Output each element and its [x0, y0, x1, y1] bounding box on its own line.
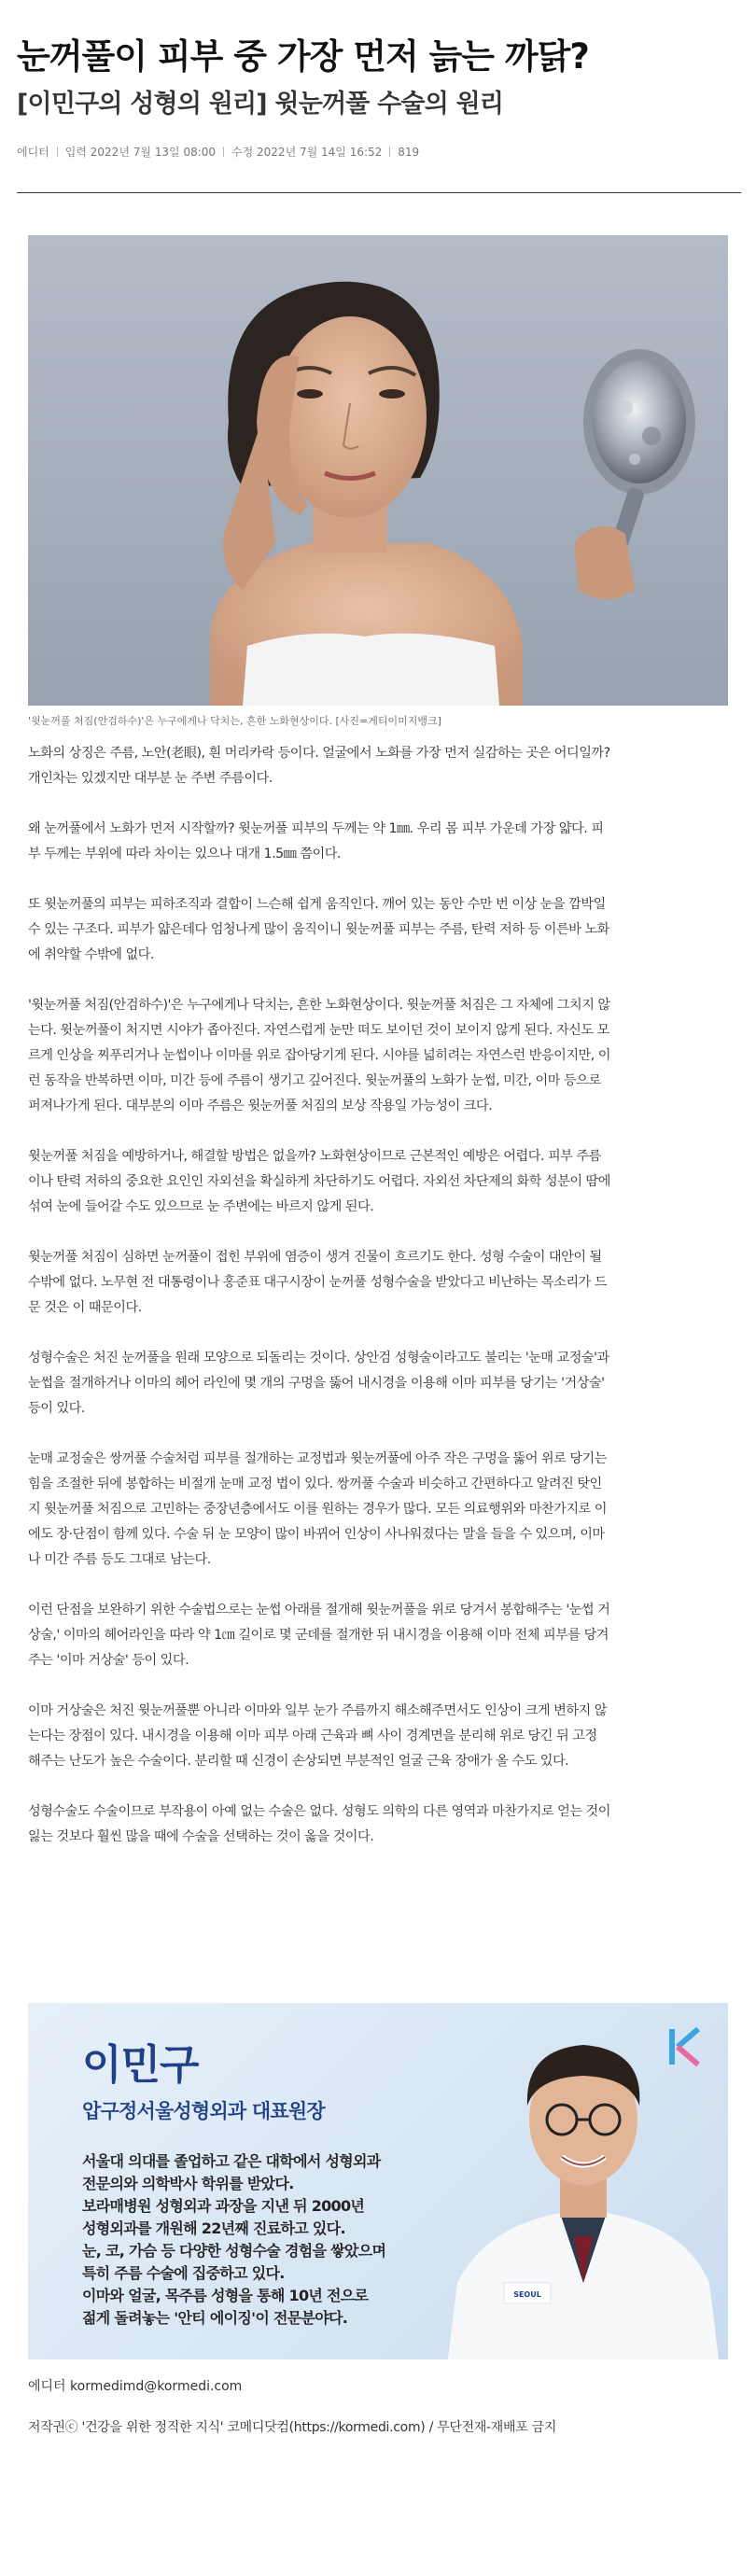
paragraph-line: 이마 거상술은 처진 윗눈꺼풀뿐 아니라 이마와 일부 눈가 주름까지 해소해주면서도 인상이 크게 변하지 않: [28, 1703, 607, 1718]
paragraph-line: 노화의 상징은 주름, 노안(老眼), 흰 머리카락 등이다. 얼굴에서 노화를 가장 먼저 실감하는 곳은 어디일까?: [28, 746, 610, 761]
paragraph-line: 힘을 조절한 뒤에 봉합하는 비절개 눈매 교정 법이 있다. 쌍꺼풀 수술과 비슷하고 간편하다고 알려진 탓인: [28, 1477, 602, 1491]
header-divider: [17, 192, 741, 193]
paragraph-line: 왜 눈꺼풀에서 노화가 먼저 시작할까? 윗눈꺼풀 피부의 두께는 약 1㎜. 우리 몸 피부 가운데 가장 얇다. 피: [28, 821, 604, 836]
paragraph-line: 주는 '이마 거상술' 등이 있다.: [28, 1653, 189, 1668]
paragraph-line: 상술,' 이마의 헤어라인을 따라 약 1㎝ 길이로 몇 군데를 절개한 뒤 내시경을 이용해 이마 전체 피부를 당겨: [28, 1628, 609, 1643]
profile-bio-line: 보라매병원 성형외과 과장을 지낸 뒤 2000년: [82, 2197, 365, 2215]
paragraph-line: 눈썹을 절개하거나 이마의 헤어 라인에 몇 개의 구멍을 뚫어 내시경을 이용해 이마 피부를 당기는 '거상술': [28, 1376, 605, 1391]
paragraph-line: 등이 있다.: [28, 1401, 85, 1416]
article-subtitle: [이민구의 성형의 원리] 윗눈꺼풀 수술의 원리: [17, 90, 504, 119]
paragraph-line: 수밖에 없다. 노무현 전 대통령이나 홍준표 대구시장이 눈꺼풀 성형수술을 받았다고 비난하는 목소리가 드: [28, 1275, 607, 1290]
paragraph-line: 또 윗눈꺼풀의 피부는 피하조직과 결합이 느슨해 쉽게 움직인다. 깨어 있는 동안 수만 번 이상 눈을 깜박일: [28, 897, 606, 912]
article-paragraph: [28, 1699, 730, 1774]
paragraph-line: 에도 장·단점이 함께 있다. 수술 뒤 눈 모양이 많이 바뀌어 인상이 사나워졌다는 말을 들을 수 있으며, 이마: [28, 1527, 605, 1542]
published-date: 입력 2022년 7월 13일 08:00: [64, 146, 217, 159]
paragraph-line: 에 취약할 수밖에 없다.: [28, 947, 154, 962]
paragraph-line: 성형수술은 처진 눈꺼풀을 원래 모양으로 되돌리는 것이다. 상안검 성형술이라고도 불리는 '눈매 교정술'과: [28, 1351, 609, 1365]
paragraph-line: 잃는 것보다 훨씬 많을 때에 수술을 선택하는 것이 옳을 것이다.: [28, 1829, 374, 1844]
paragraph-line: 부 두께는 부위에 따라 차이는 있으나 대개 1.5㎜ 쯤이다.: [28, 847, 341, 861]
paragraph-line: 문 것은 이 때문이다.: [28, 1300, 142, 1315]
paragraph-line: '윗눈꺼풀 처짐(안검하수)'은 누구에게나 닥치는, 흔한 노화현상이다. 윗눈꺼풀 처짐은 그 자체에 그치지 않: [28, 998, 610, 1013]
article-paragraph: [28, 1598, 730, 1673]
article-body: [28, 741, 730, 1875]
profile-bio-line: 젊게 돌려놓는 '안티 에이징'이 전문분야다.: [82, 2309, 348, 2327]
profile-bio-line: 눈, 코, 가슴 등 다양한 성형수술 경험을 쌓았으며: [82, 2242, 386, 2260]
paragraph-line: 지 윗눈꺼풀 처짐으로 고민하는 중장년층에서도 이를 원하는 경우가 많다. 모든 의료행위와 마찬가지로 이: [28, 1502, 607, 1517]
article-paragraph: [28, 741, 730, 791]
editor-email[interactable]: 에디터 kormedimd@kormedi.com: [28, 2379, 243, 2394]
paragraph-line: 는다는 장점이 있다. 내시경을 이용해 이마 피부 아래 근육과 뼈 사이 경계면을 분리해 위로 당긴 뒤 고정: [28, 1729, 597, 1743]
article-paragraph: [28, 1245, 730, 1321]
meta-divider: [223, 147, 224, 157]
photo-caption: '윗눈꺼풀 처짐(안검하수)'은 누구에게나 닥치는, 흔한 노화현상이다. [사진=게티이미지뱅크]: [28, 715, 441, 727]
meta-divider: [57, 147, 58, 157]
paragraph-line: 개인차는 있겠지만 대부분 눈 주변 주름이다.: [28, 771, 273, 786]
paragraph-line: 런 동작을 반복하면 이마, 미간 등에 주름이 생기고 깊어진다. 윗눈꺼풀의 노화가 눈썹, 미간, 이마 등으로: [28, 1073, 601, 1088]
copyright-notice: 저작권ⓒ '건강을 위한 정직한 지식' 코메디닷컴(https://kormedi.com) / 무단전재-재배포 금지: [28, 2420, 557, 2435]
article-paragraph: [28, 1447, 730, 1573]
paragraph-line: 윗눈꺼풀 처짐을 예방하거나, 해결할 방법은 없을까? 노화현상이므로 근본적인 예방은 어렵다. 피부 주름: [28, 1149, 601, 1164]
paragraph-line: 윗눈꺼풀 처짐이 심하면 눈꺼풀이 접힌 부위에 염증이 생겨 진물이 흐르기도 한다. 성형 수술이 대안이 될: [28, 1250, 602, 1265]
profile-bio-line: 특히 주름 수술에 집중하고 있다.: [82, 2264, 285, 2282]
coat-text: SEOUL: [513, 2290, 541, 2299]
article-header: [17, 34, 741, 160]
profile-role: 압구정서울성형외과 대표원장: [82, 2100, 325, 2122]
profile-bio-line: 서울대 의대를 졸업하고 같은 대학에서 성형외과: [82, 2152, 381, 2170]
meta-divider: [389, 147, 390, 157]
article-paragraph: [28, 892, 730, 968]
doctor-portrait-illustration: [420, 2003, 728, 2359]
article-paragraph: [28, 1346, 730, 1421]
article-paragraph: [28, 993, 730, 1119]
author-label[interactable]: 에디터: [17, 146, 49, 159]
article-title: 눈꺼풀이 피부 중 가장 먼저 늙는 까닭?: [17, 36, 589, 77]
updated-date: 수정 2022년 7월 14일 16:52: [231, 146, 383, 159]
view-count: 819: [398, 145, 420, 159]
article-paragraph: [28, 1144, 730, 1220]
paragraph-line: 수 있는 구조다. 피부가 얇은데다 엄청나게 많이 움직이니 윗눈꺼풀 피부는 주름, 탄력 저하 등 이른바 노화: [28, 922, 609, 937]
profile-bio-line: 이마와 얼굴, 목주름 성형을 통해 10년 전으로: [82, 2287, 369, 2304]
profile-bio: [82, 2150, 446, 2330]
paragraph-line: 섞여 눈에 들어갈 수도 있으므로 눈 주변에는 바르지 않게 된다.: [28, 1199, 374, 1214]
paragraph-line: 나 미간 주름 등도 그대로 남는다.: [28, 1552, 211, 1567]
paragraph-line: 는다. 윗눈꺼풀이 처지면 시야가 좁아진다. 자연스럽게 눈만 떠도 보이던 것이 보이지 않게 된다. 자신도 모: [28, 1023, 609, 1038]
paragraph-line: 퍼져나가게 된다. 대부분의 이마 주름은 윗눈꺼풀 처짐의 보상 작용일 가능성이 크다.: [28, 1099, 493, 1113]
woman-with-mirror-illustration: [28, 235, 728, 706]
paragraph-line: 해주는 난도가 높은 수술이다. 분리할 때 신경이 손상되면 부분적인 얼굴 근육 장애가 올 수도 있다.: [28, 1754, 569, 1769]
article-meta: [17, 144, 741, 160]
profile-bio-line: 성형외과를 개원해 22년째 진료하고 있다.: [82, 2219, 345, 2237]
paragraph-line: 르게 인상을 찌푸리거나 눈썹이나 이마를 위로 잡아당기게 된다. 시야를 넓히려는 자연스런 반응이지만, 이: [28, 1048, 610, 1063]
paragraph-line: 눈매 교정술은 쌍꺼풀 수술처럼 피부를 절개하는 교정법과 윗눈꺼풀에 아주 작은 구멍을 뚫어 위로 당기는: [28, 1451, 607, 1466]
paragraph-line: 성형수술도 수술이므로 부작용이 아예 없는 수술은 없다. 성형도 의학의 다른 영역과 마찬가지로 얻는 것이: [28, 1804, 610, 1819]
article-paragraph: [28, 1799, 730, 1850]
article-paragraph: [28, 817, 730, 867]
author-profile-card: [28, 2003, 728, 2359]
article-photo: [28, 235, 728, 706]
profile-name: 이민구: [82, 2041, 199, 2089]
paragraph-line: 이나 탄력 저하의 중요한 요인인 자외선을 확실하게 차단하기도 어렵다. 자외선 차단제의 화학 성분이 땀에: [28, 1174, 610, 1189]
profile-bio-line: 전문의와 의학박사 학위를 받았다.: [82, 2175, 294, 2192]
paragraph-line: 이런 단점을 보완하기 위한 수술법으로는 눈썹 아래를 절개해 윗눈꺼풀을 위로 당겨서 봉합해주는 '눈썹 거: [28, 1603, 610, 1617]
